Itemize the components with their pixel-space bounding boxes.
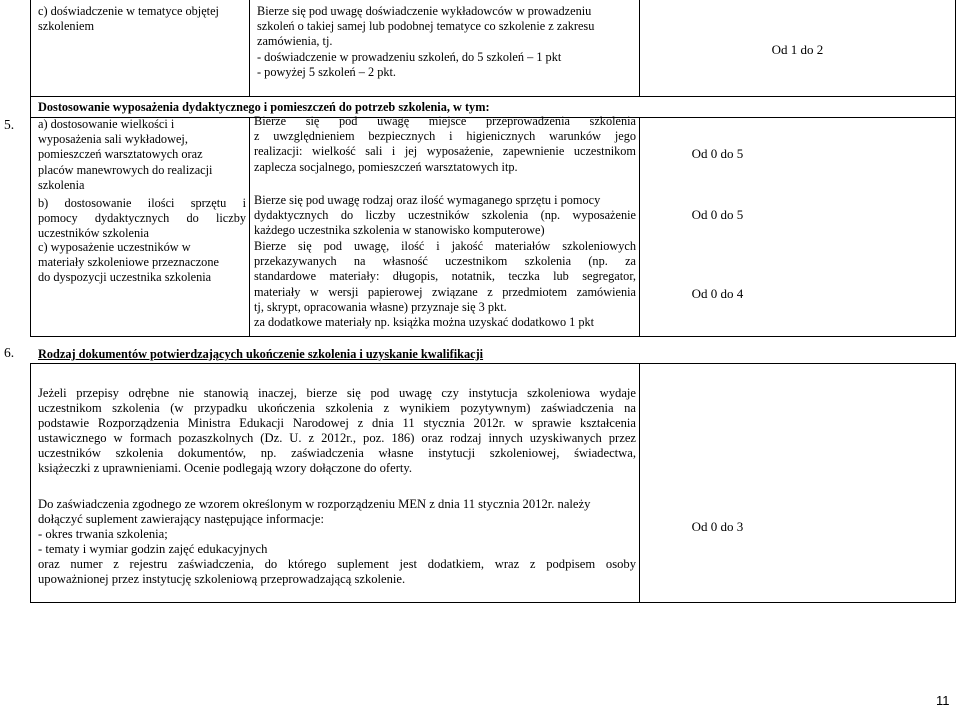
para-line: - okres trwania szkolenia; (38, 527, 168, 541)
section-6-paragraph-2 (38, 497, 636, 587)
description-experience (257, 4, 637, 80)
section-6-heading (38, 347, 638, 362)
desc-line: Bierze się pod uwagę miejsce przeprowadzenia szkolenia (254, 114, 636, 128)
desc-line: - powyżej 5 szkoleń – 2 pkt. (257, 64, 396, 79)
description-materials (254, 239, 636, 330)
criterion-line: pomieszczeń warsztatowych oraz (38, 147, 203, 162)
para-line: książeczki z uprawnieniami. Ocenie podlegają wzory dołączone do oferty. (38, 461, 413, 475)
para-line: - tematy i wymiar godzin zajęć edukacyjnych (38, 542, 268, 556)
desc-line: realizacji: wielkość sali i jej wyposażenie, zapewnienie uczestnikom (254, 144, 636, 159)
criterion-line: pomocy dydaktycznych do liczby (38, 211, 246, 226)
desc-line: zamówienia, tj. (257, 34, 333, 49)
para-line: oraz numer z rejestru zaświadczenia, do którego suplement jest dodatkiem, wraz z podpisem osoby (38, 557, 636, 571)
criterion-experience (38, 4, 246, 34)
criterion-experience-text: c) doświadczenie w tematyce objętej szkoleniem (38, 4, 219, 34)
para-line: Do zaświadczenia zgodnego ze wzorem określonym w rozporządzeniu MEN z dnia 11 stycznia 2012r. należy (38, 497, 591, 511)
desc-line: każdego uczestnika szkolenia w stanowisko komputerowe) (254, 223, 545, 238)
score-materials: Od 0 do 4 (691, 286, 744, 301)
criterion-room (38, 117, 246, 193)
section-5-heading: Dostosowanie wyposażenia dydaktycznego i pomieszczeń do potrzeb szkolenia, w tym: (38, 100, 490, 114)
para-line: podstawie Rozporządzenia Ministra Edukacji Narodowej z dnia 11 stycznia 2012r. w sprawie kształcenia (38, 416, 636, 430)
desc-line: dydaktycznych do liczby uczestników szkolenia (np. wyposażenie (254, 208, 636, 223)
para-line: Jeżeli przepisy odrębne nie stanowią inaczej, bierze się pod uwagę czy instytucja szkoleniowa wydaje (38, 386, 636, 400)
criterion-line: placów manewrowych do realizacji (38, 162, 213, 177)
score-experience: Od 1 do 2 (771, 42, 824, 57)
criterion-line: materiały szkoleniowe przeznaczone (38, 255, 219, 270)
para-line: dołączyć suplement zawierający następujące informacje: (38, 512, 325, 526)
desc-line: materiały w wersji papierowej związane z przedmiotem zamówienia (254, 284, 636, 299)
page-number: 11 (936, 693, 950, 708)
desc-line: Bierze się pod uwagę rodzaj oraz ilość wymaganego sprzętu i pomocy (254, 193, 601, 207)
desc-line: - doświadczenie w prowadzeniu szkoleń, do 5 szkoleń – 1 pkt (257, 49, 562, 64)
criterion-equipment (38, 196, 246, 242)
para-line: uczestnikom szkolenia (w przypadku ukończenia szkolenia z wynikiem pozytywnym) zaświadczenia na (38, 401, 636, 415)
criterion-line: uczestników szkolenia (38, 226, 149, 241)
section-6-heading-text: Rodzaj dokumentów potwierdzających ukończenie szkolenia i uzyskanie kwalifikacji (38, 347, 484, 361)
desc-line: standardowe materiały: długopis, notatnik, teczka lub segregator, (254, 269, 636, 284)
description-room (254, 114, 636, 175)
desc-line: Bierze się pod uwagę, ilość i jakość materiałów szkoleniowych (254, 239, 636, 253)
desc-line: tj, skrypt, opracowania własne) przyznaje się 3 pkt. (254, 299, 507, 314)
criterion-line: a) dostosowanie wielkości i (38, 117, 175, 131)
section-6-paragraph-1 (38, 386, 636, 476)
section-6-number: 6. (4, 345, 15, 360)
criterion-line: wyposażenia sali wykładowej, (38, 132, 188, 147)
para-line: uczestników szkolenia dokumentów, np. zaświadczenia własne instytucji szkoleniowej, świadectwa, (38, 446, 636, 460)
description-equipment (254, 193, 636, 239)
score-room: Od 0 do 5 (691, 146, 744, 161)
score-documents: Od 0 do 3 (691, 519, 744, 534)
desc-line: zaplecza socjalnego, pomieszczeń warsztatowych itp. (254, 159, 518, 174)
desc-line: przekazywanych na własność uczestnikom szkolenia (np. za (254, 254, 636, 269)
section-5-number: 5. (4, 117, 15, 132)
para-line: ustawicznego w formach pozaszkolnych (Dz. U. z 2012r., poz. 186) oraz rodzaj innych uzyskiwanych przez (38, 431, 636, 445)
criterion-line: szkolenia (38, 177, 85, 192)
desc-line: za dodatkowe materiały np. książka można uzyskać dodatkowo 1 pkt (254, 315, 595, 330)
desc-line: z uwzględnieniem bezpiecznych i higienicznych warunków jego (254, 129, 636, 144)
criterion-line: do dyspozycji uczestnika szkolenia (38, 270, 212, 285)
desc-line: szkoleń o takiej samej lub podobnej tematyce co szkolenie z zakresu (257, 19, 595, 34)
criterion-materials (38, 240, 246, 286)
criterion-line: c) wyposażenie uczestników w (38, 240, 191, 254)
criterion-line: b) dostosowanie ilości sprzętu i (38, 196, 246, 210)
para-line: upoważnionej przez instytucję szkoleniową przeprowadzającą szkolenie. (38, 572, 406, 586)
score-equipment: Od 0 do 5 (691, 207, 744, 222)
desc-line: Bierze się pod uwagę doświadczenie wykładowców w prowadzeniu (257, 4, 592, 18)
